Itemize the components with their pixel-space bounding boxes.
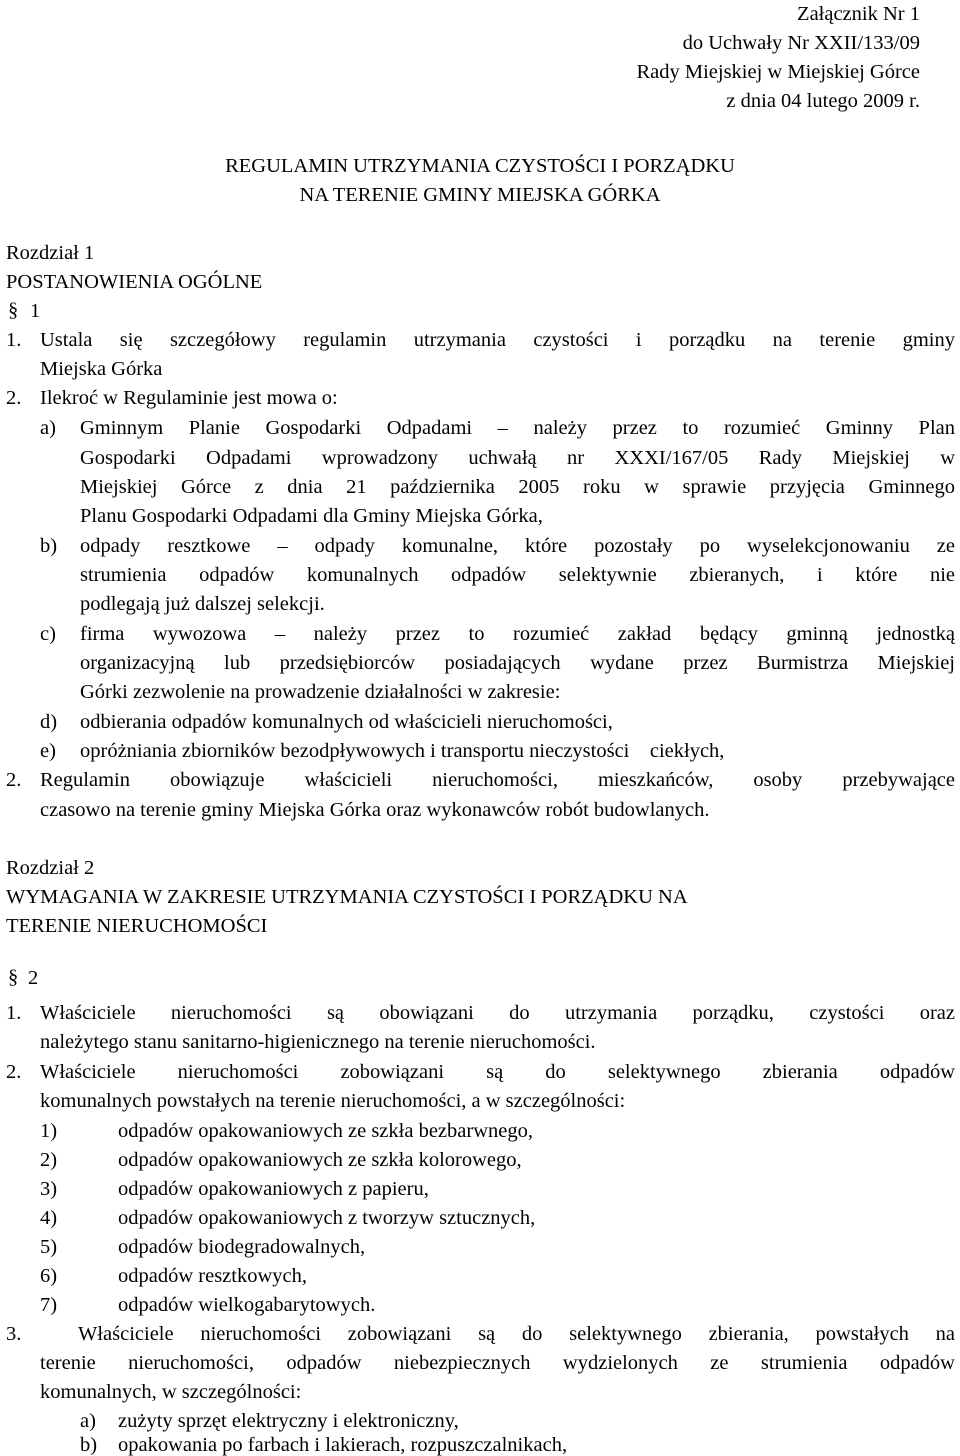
definition-text: Gminnym Planie Gospodarki Odpadami – należy przez to rozumieć Gminny Plan [80,417,955,439]
list-item: odpadów opakowaniowych ze szkła kolorowego, [118,1149,522,1171]
list-item-number: 3) [40,1178,58,1200]
definition-text: firma wywozowa – należy przez to rozumieć zakład będący gminną jednostką [80,623,955,645]
section-number: 2 [28,967,39,989]
paragraph-number: 1. [6,1002,22,1024]
section-symbol: § [8,299,19,321]
header-line-1: Załącznik Nr 1 [797,3,920,25]
list-item: opakowania po farbach i lakierach, rozpuszczalnikach, [118,1434,568,1456]
list-marker: b) [40,535,58,557]
paragraph-text: Miejska Górka [40,358,163,380]
definition-text: strumienia odpadów komunalnych odpadów selektywnie zbieranych, i które nie [80,564,955,586]
definition-text: odpady resztkowe – odpady komunalne, które pozostały po wyselekcjonowaniu ze [80,535,955,557]
paragraph-number: 2. [6,1061,22,1083]
chapter-2-heading: Rozdział 2 [6,857,95,879]
paragraph-text: komunalnych powstałych na terenie nieruchomości, a w szczególności: [40,1090,626,1112]
list-item-number: 1) [40,1120,58,1142]
definition-text: Miejskiej Górce z dnia 21 października 2005 roku w sprawie przyjęcia Gminnego [80,476,955,498]
list-marker: c) [40,623,56,645]
list-item: odpadów opakowaniowych ze szkła bezbarwnego, [118,1120,533,1142]
paragraph-text: terenie nieruchomości, odpadów niebezpiecznych wydzielonych ze strumienia odpadów [40,1352,955,1374]
title-line-1: REGULAMIN UTRZYMANIA CZYSTOŚCI I PORZĄDKU [225,155,735,177]
chapter-2-name: TERENIE NIERUCHOMOŚCI [6,915,268,937]
header-line-2: do Uchwały Nr XXII/133/09 [682,32,920,54]
definition-text: podlegają już dalszej selekcji. [80,593,325,615]
paragraph-text: Właściciele nieruchomości są obowiązani do utrzymania porządku, czystości oraz [40,1002,955,1024]
list-marker: b) [80,1434,98,1456]
paragraph-text: czasowo na terenie gminy Miejska Górka oraz wykonawców robót budowlanych. [40,799,710,821]
paragraph-text: Ustala się szczegółowy regulamin utrzymania czystości i porządku na terenie gminy [40,329,955,351]
chapter-1-name: POSTANOWIENIA OGÓLNE [6,271,263,293]
paragraph-text: Regulamin obowiązuje właścicieli nieruchomości, mieszkańców, osoby przebywające [40,769,955,791]
list-item-number: 7) [40,1294,58,1316]
definition-text: organizacyjną lub przedsiębiorców posiadających wydane przez Burmistrza Miejskiej [80,652,955,674]
paragraph-number: 2. [6,387,22,409]
paragraph-text: Właściciele nieruchomości zobowiązani są do selektywnego zbierania, powstałych na [78,1323,955,1345]
definition-text: Planu Gospodarki Odpadami dla Gminy Miejska Górka, [80,505,543,527]
list-item: odpadów wielkogabarytowych. [118,1294,376,1316]
paragraph-text: należytego stanu sanitarno-higienicznego na terenie nieruchomości. [40,1031,596,1053]
list-item: odpadów biodegradowalnych, [118,1236,366,1258]
paragraph-text: Ilekroć w Regulaminie jest mowa o: [40,387,338,409]
definition-text: Gospodarki Odpadami wprowadzony uchwałą nr XXXI/167/05 Rady Miejskiej w [80,447,955,469]
list-marker: d) [40,711,58,733]
definition-text: odbierania odpadów komunalnych od właścicieli nieruchomości, [80,711,613,733]
list-item: odpadów opakowaniowych z papieru, [118,1178,429,1200]
chapter-1-heading: Rozdział 1 [6,242,95,264]
paragraph-text: komunalnych, w szczególności: [40,1381,302,1403]
header-line-3: Rady Miejskiej w Miejskiej Górce [636,61,920,83]
list-marker: e) [40,740,56,762]
header-line-4: z dnia 04 lutego 2009 r. [726,90,920,112]
paragraph-text: Właściciele nieruchomości zobowiązani są do selektywnego zbierania odpadów [40,1061,955,1083]
section-symbol: § [8,966,19,988]
list-item: odpadów opakowaniowych z tworzyw sztucznych, [118,1207,536,1229]
definition-text: opróżniania zbiorników bezodpływowych i transportu nieczystości ciekłych, [80,740,725,762]
list-item: zużyty sprzęt elektryczny i elektroniczny, [118,1410,459,1432]
paragraph-number: 1. [6,329,22,351]
paragraph-number: 2. [6,769,22,791]
list-item-number: 6) [40,1265,58,1287]
list-item-number: 5) [40,1236,58,1258]
definition-text: Górki zezwolenie na prowadzenie działalności w zakresie: [80,681,561,703]
list-item: odpadów resztkowych, [118,1265,308,1287]
title-line-2: NA TERENIE GMINY MIEJSKA GÓRKA [299,184,661,206]
chapter-2-name: WYMAGANIA W ZAKRESIE UTRZYMANIA CZYSTOŚCI I PORZĄDKU NA [6,886,688,908]
section-number: 1 [30,300,41,322]
list-item-number: 2) [40,1149,58,1171]
list-item-number: 4) [40,1207,58,1229]
list-marker: a) [80,1410,96,1432]
list-marker: a) [40,417,56,439]
paragraph-number: 3. [6,1323,22,1345]
